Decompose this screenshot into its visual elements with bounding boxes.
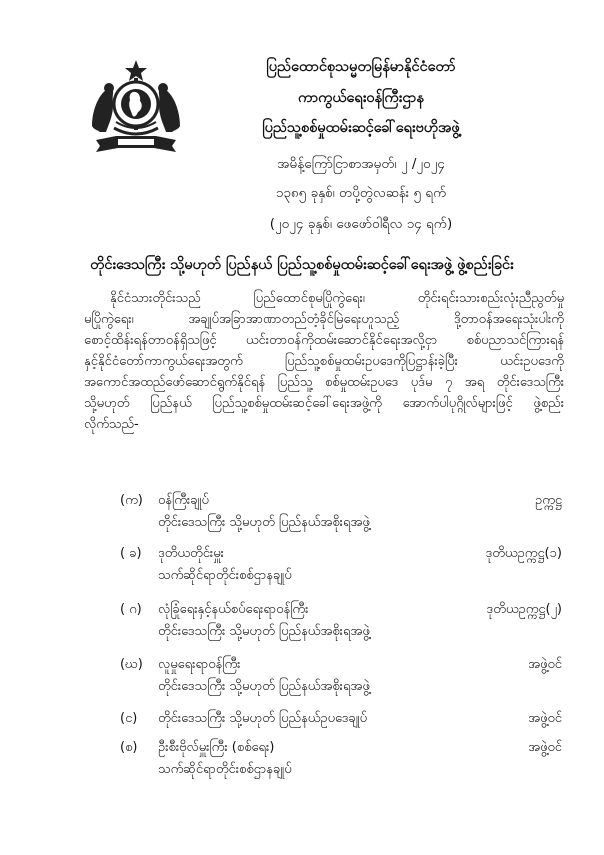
member-position: ဦးစီးဗိုလ်မှူးကြီး (စစ်ရေး) xyxy=(158,740,275,755)
member-item-law-officer xyxy=(120,710,562,732)
member-item-colonel-gs xyxy=(120,739,562,777)
body-line: လိုက်သည်- xyxy=(84,417,139,432)
header-central-body-name: ပြည်သူ့စစ်မှုထမ်းဆင့်ခေါ်ရေးဗဟိုအဖွဲ့ xyxy=(262,120,460,136)
member-role: ဒုတိယဥက္ကဋ္ဌ(၂) xyxy=(486,602,562,617)
notification-date-gregorian: (၂၀၂၄ ခုနှစ်၊ ဖေဖော်ဝါရီလ ၁၄ ရက်) xyxy=(269,216,453,232)
member-number: ( ခ) xyxy=(120,546,142,561)
member-position: တိုင်းဒေသကြီး သို့မဟုတ် ပြည်နယ်ဥပဒေချုပ် xyxy=(158,711,368,726)
member-role: ဥက္ကဋ္ဌ xyxy=(535,493,562,508)
member-role: အဖွဲ့ဝင် xyxy=(528,657,562,672)
state-seal-emblem xyxy=(86,56,186,156)
seal-drawing xyxy=(86,56,186,156)
body-line: သို့မဟုတ် ပြည်နယ် ပြည်သူ့စစ်မှုထမ်းဆင့်ခေါ်ရေးအဖွဲ့ကို အောက်ပါပုဂ္ဂိုလ်များဖြင့် ဖွဲ့စည်း xyxy=(84,396,564,411)
body-line: နိုင်ငံသားတိုင်းသည် ပြည်ထောင်စုမပြိုကွဲရေး၊ တိုင်းရင်းသားစည်းလုံးညီညွတ်မှု xyxy=(110,291,564,306)
member-number: (က) xyxy=(120,493,143,508)
notification-date-myanmar: ၁၃၈၅ ခုနှစ်၊ တပို့တွဲလဆန်း ၅ ရက် xyxy=(275,185,447,201)
member-number: (င) xyxy=(120,711,138,726)
member-item-vice-chair-2 xyxy=(120,601,562,639)
document-title: တိုင်းဒေသကြီး သို့မဟုတ် ပြည်နယ် ပြည်သူ့စစ်မှုထမ်းဆင့်ခေါ်ရေးအဖွဲ့ ဖွဲ့စည်းခြင်း xyxy=(90,257,514,273)
member-organization: တိုင်းဒေသကြီး သို့မဟုတ် ပြည်နယ်အစိုးရအဖွဲ့ xyxy=(158,679,370,694)
member-number: (ဃ) xyxy=(120,657,143,672)
body-line: နှင့်နိုင်ငံတော်ကာကွယ်ရေးအတွက် ပြည်သူ့စစ်မှုထမ်းဥပဒေကိုပြဋ္ဌာန်းခဲ့ပြီး ယင်းဥပဒေကို xyxy=(84,354,564,369)
member-role: ဒုတိယဥက္ကဋ္ဌ(၁) xyxy=(485,546,562,561)
body-paragraph xyxy=(84,288,564,435)
member-item-vice-chair-1 xyxy=(120,545,562,583)
member-position: ဝန်ကြီးချုပ် xyxy=(158,493,209,508)
member-number: (စ) xyxy=(120,740,138,755)
member-position: လုံခြုံရေးနှင့်နယ်စပ်ရေးရာဝန်ကြီး xyxy=(158,602,309,617)
member-position: ဒုတိယတိုင်းမှူး xyxy=(158,546,224,561)
header-ministry-name: ကာကွယ်ရေးဝန်ကြီးဌာန xyxy=(298,90,424,106)
header-country-name: ပြည်ထောင်စုသမ္မတမြန်မာနိုင်ငံတော် xyxy=(266,59,456,75)
member-organization: တိုင်းဒေသကြီး သို့မဟုတ် ပြည်နယ်အစိုးရအဖွဲ့ xyxy=(158,515,370,530)
member-organization: သက်ဆိုင်ရာတိုင်းစစ်ဌာနချုပ် xyxy=(158,568,292,583)
member-item-social-affairs xyxy=(120,656,562,694)
member-item-chair xyxy=(120,492,562,530)
body-line: အကောင်အထည်ဖော်ဆောင်ရွက်နိုင်ရန် ပြည်သူ့ စစ်မှုထမ်းဥပဒေ ပုဒ်မ ၇ အရ တိုင်းဒေသကြီး xyxy=(84,375,564,390)
member-position: လူမှုရေးရာဝန်ကြီး xyxy=(158,657,241,672)
member-organization: သက်ဆိုင်ရာတိုင်းစစ်ဌာနချုပ် xyxy=(158,762,292,777)
member-role: အဖွဲ့ဝင် xyxy=(528,711,562,726)
member-role: အဖွဲ့ဝင် xyxy=(528,740,562,755)
body-line: မပြိုကွဲရေး၊ အချုပ်အခြာအာဏာတည်တံ့ခိုင်မြဲရေးဟူသည့် ဒို့တာဝန်အရေးသုံးပါးကို xyxy=(84,312,564,327)
member-organization: တိုင်းဒေသကြီး သို့မဟုတ် ပြည်နယ်အစိုးရအဖွဲ့ xyxy=(158,624,370,639)
member-number: ( ဂ) xyxy=(120,602,142,617)
body-line: စောင့်ထိန်းရန်တာဝန်ရှိသဖြင့် ယင်းတာဝန်ကိုထမ်းဆောင်နိုင်ရေးအလို့ငှာ စစ်ပညာသင်ကြားရန် xyxy=(84,333,564,348)
notification-number: အမိန့်ကြော်ငြာစာအမှတ်၊ ၂ /၂၀၂၄ xyxy=(277,156,445,172)
